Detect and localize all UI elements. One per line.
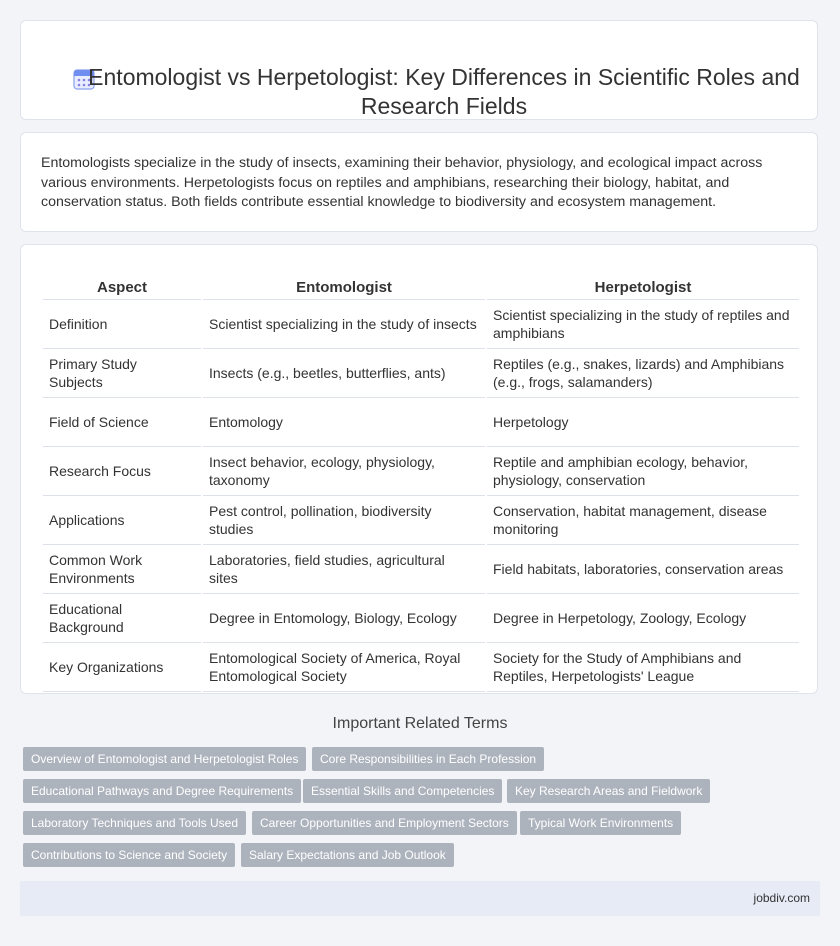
table-cell-entomologist: Insect behavior, ecology, physiology, taxonomy xyxy=(202,447,486,496)
table-cell-aspect: Key Organizations xyxy=(43,643,202,692)
header-aspect: Aspect xyxy=(43,275,202,300)
related-term-tag[interactable]: Key Research Areas and Fieldwork xyxy=(507,779,710,803)
table-cell-herpetologist: Field habitats, laboratories, conservation areas xyxy=(486,545,799,594)
table-row xyxy=(43,300,799,349)
related-term-tag[interactable]: Overview of Entomologist and Herpetologist Roles xyxy=(23,747,306,771)
comparison-table xyxy=(43,275,799,692)
related-term-tag[interactable]: Laboratory Techniques and Tools Used xyxy=(23,811,246,835)
related-term-tag[interactable]: Core Responsibilities in Each Profession xyxy=(312,747,544,771)
table-cell-herpetologist: Herpetology xyxy=(486,398,799,447)
table-cell-aspect: Educational Background xyxy=(43,594,202,643)
table-cell-entomologist: Insects (e.g., beetles, butterflies, ants) xyxy=(202,349,486,398)
related-terms-title: Important Related Terms xyxy=(332,715,508,732)
table-cell-entomologist: Scientist specializing in the study of insects xyxy=(202,300,486,349)
table-cell-entomologist: Pest control, pollination, biodiversity studies xyxy=(202,496,486,545)
table-header-row xyxy=(43,275,799,300)
table-row xyxy=(43,594,799,643)
table-cell-herpetologist: Scientist specializing in the study of reptiles and amphibians xyxy=(486,300,799,349)
table-cell-herpetologist: Degree in Herpetology, Zoology, Ecology xyxy=(486,594,799,643)
table-cell-aspect: Research Focus xyxy=(43,447,202,496)
table-cell-herpetologist: Reptiles (e.g., snakes, lizards) and Amphibians (e.g., frogs, salamanders) xyxy=(486,349,799,398)
table-row xyxy=(43,496,799,545)
table-cell-entomologist: Entomology xyxy=(202,398,486,447)
table-row xyxy=(43,349,799,398)
footer xyxy=(20,881,820,916)
related-term-tag[interactable]: Essential Skills and Competencies xyxy=(303,779,502,803)
footer-site-link[interactable]: jobdiv.com xyxy=(753,891,810,905)
table-row xyxy=(43,643,799,692)
page-title: Entomologist vs Herpetologist: Key Differences in Scientific Roles and Research Fields xyxy=(88,64,800,119)
table-cell-entomologist: Entomological Society of America, Royal Entomological Society xyxy=(202,643,486,692)
title-card xyxy=(20,20,818,120)
intro-card xyxy=(20,132,818,232)
table-row xyxy=(43,447,799,496)
related-term-tag[interactable]: Salary Expectations and Job Outlook xyxy=(241,843,454,867)
table-row xyxy=(43,545,799,594)
comparison-table-card xyxy=(20,244,818,694)
table-cell-aspect: Applications xyxy=(43,496,202,545)
header-entomologist: Entomologist xyxy=(202,275,486,300)
related-term-tag[interactable]: Typical Work Environments xyxy=(520,811,681,835)
header-herpetologist: Herpetologist xyxy=(486,275,799,300)
table-cell-aspect: Common Work Environments xyxy=(43,545,202,594)
table-cell-entomologist: Laboratories, field studies, agricultural sites xyxy=(202,545,486,594)
table-row xyxy=(43,398,799,447)
related-term-tag[interactable]: Career Opportunities and Employment Sectors xyxy=(252,811,517,835)
table-cell-aspect: Primary Study Subjects xyxy=(43,349,202,398)
intro-paragraph: Entomologists specialize in the study of insects, examining their behavior, physiology, and ecological impact across various environments. Herpetologists focus on reptiles and amphibians, researching their biology, habitat, and conservation status. Both fields contribute essential knowledge to biodiversity and ecosystem management. xyxy=(41,155,763,210)
related-term-tag[interactable]: Contributions to Science and Society xyxy=(23,843,235,867)
table-cell-aspect: Definition xyxy=(43,300,202,349)
table-cell-herpetologist: Conservation, habitat management, disease monitoring xyxy=(486,496,799,545)
table-cell-aspect: Field of Science xyxy=(43,398,202,447)
table-cell-entomologist: Degree in Entomology, Biology, Ecology xyxy=(202,594,486,643)
related-term-tag[interactable]: Educational Pathways and Degree Requirements xyxy=(23,779,301,803)
table-cell-herpetologist: Reptile and amphibian ecology, behavior, physiology, conservation xyxy=(486,447,799,496)
table-cell-herpetologist: Society for the Study of Amphibians and Reptiles, Herpetologists' League xyxy=(486,643,799,692)
